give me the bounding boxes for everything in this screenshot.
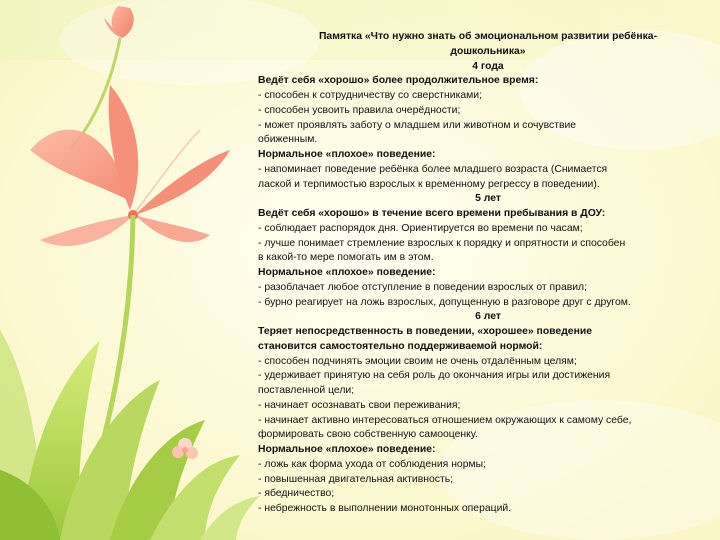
- list-item: - способен к сотрудничеству со сверстниками;: [258, 90, 482, 101]
- list-item: обиженным.: [258, 134, 318, 146]
- age-5-heading: 5 лет: [475, 193, 501, 205]
- list-item: - способен усвоить правила очерёдности;: [258, 104, 461, 116]
- list-item: - бурно реагирует на ложь взрослых, допущенную в разговоре друг с другом.: [258, 296, 631, 308]
- age-5-bad-label: Нормальное «плохое» поведение:: [258, 267, 436, 278]
- list-item: - разоблачает любое отступление в поведении взрослых от правил;: [258, 281, 587, 293]
- list-item: - способен подчинять эмоции своим не очень отдалённым целям;: [258, 355, 577, 367]
- memo-text: [258, 30, 718, 517]
- memo-title-line1: Памятка «Что нужно знать об эмоциональном развитии ребёнка-: [318, 31, 658, 42]
- list-item: - лучше понимает стремление взрослых к порядку и опрятности и способен: [258, 237, 626, 249]
- age-4-good-label: Ведёт себя «хорошо» более продолжительное время:: [258, 75, 539, 87]
- list-item: - соблюдает распорядок дня. Ориентируется во времени по часам;: [258, 222, 583, 234]
- age-6-good-label-line2: становится самостоятельно поддерживаемой нормой:: [258, 340, 543, 352]
- age-4-heading: 4 года: [472, 60, 504, 72]
- list-item: - напоминает поведение ребёнка более младшего возраста (Снимается: [258, 163, 608, 175]
- list-item: лаской и терпимостью взрослых к временному регрессу в поведении).: [258, 178, 600, 190]
- memo-title-line2: дошкольника»: [450, 45, 526, 57]
- list-item: - начинает активно интересоваться отношением окружающих к самому себе,: [258, 414, 632, 426]
- list-item: - начинает осознавать свои переживания;: [258, 399, 461, 411]
- age-4-bad-label: Нормальное «плохое» поведение:: [258, 149, 436, 160]
- list-item: - может проявлять заботу о младшем или животном и сочувствие: [258, 119, 577, 131]
- list-item: поставленной цели;: [258, 385, 355, 396]
- list-item: формировать свою собственную самооценку.: [258, 429, 478, 441]
- list-item: - ложь как форма ухода от соблюдения нормы;: [258, 458, 486, 470]
- age-6-heading: 6 лет: [475, 311, 501, 323]
- list-item: в какой-то мере помогать им в этом.: [258, 252, 434, 264]
- age-6-bad-label: Нормальное «плохое» поведение:: [258, 444, 436, 455]
- list-item: - удерживает принятую на себя роль до окончания игры или достижения: [258, 370, 611, 382]
- list-item: - небрежность в выполнении монотонных операций.: [258, 503, 512, 514]
- age-5-good-label: Ведёт себя «хорошо» в течение всего времени пребывания в ДОУ:: [258, 208, 606, 219]
- age-6-good-label-line1: Теряет непосредственность в поведении, «хорошее» поведение: [258, 326, 593, 337]
- list-item: - ябедничество;: [258, 488, 335, 500]
- list-item: - повышенная двигательная активность;: [258, 473, 454, 485]
